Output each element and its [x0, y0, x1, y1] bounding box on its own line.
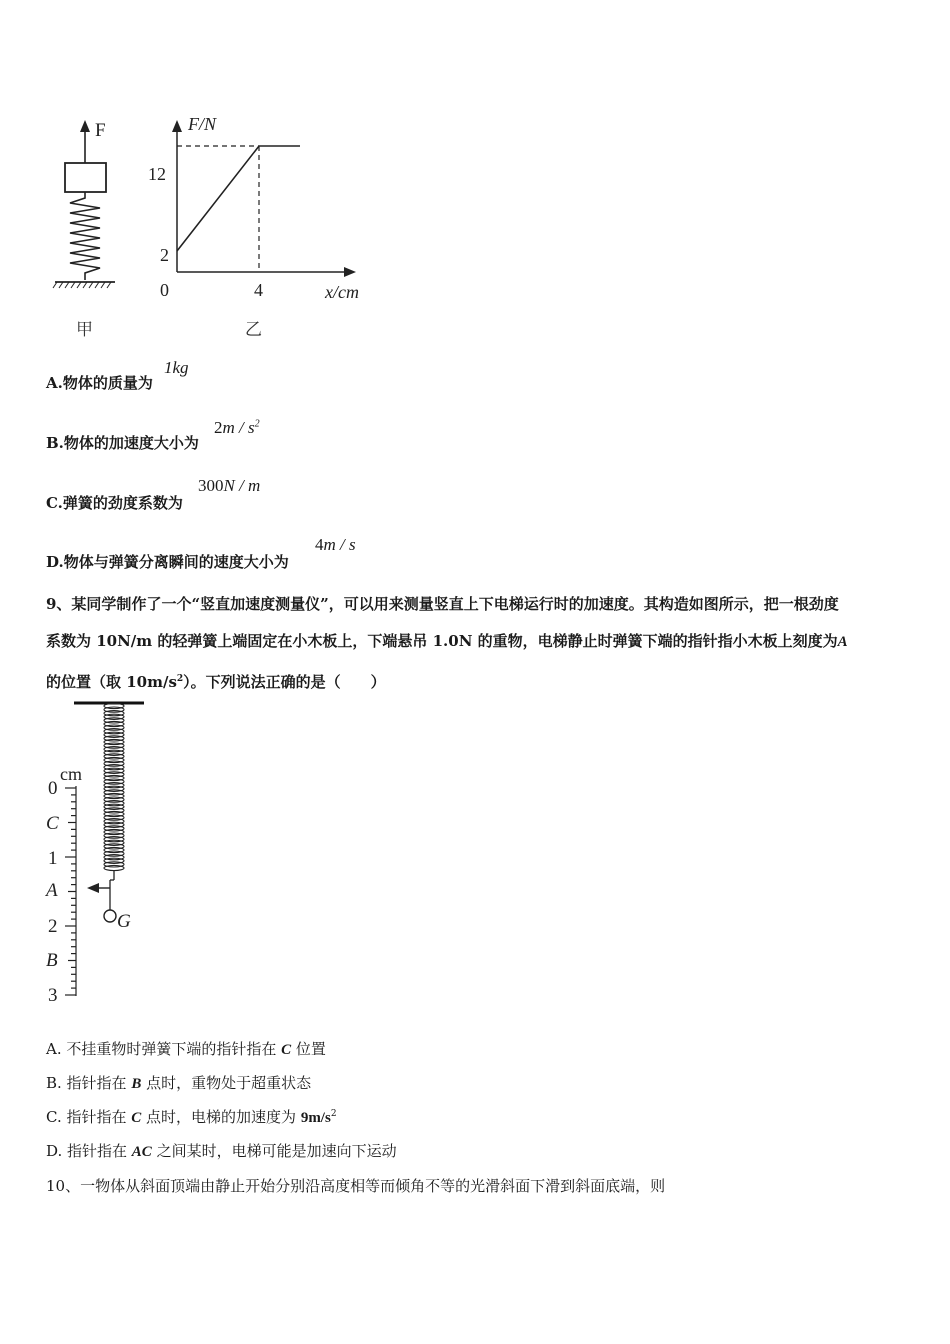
x-tick-4: 4	[254, 280, 263, 300]
ruler-letter-c: C	[46, 813, 59, 834]
q9-line-1: 9、某同学制作了一个“竖直加速度测量仪”，可以用来测量竖直上下电梯运行时的加速度。其构造如图所示，把一根劲度	[46, 595, 839, 613]
force-label: F	[95, 120, 106, 141]
ruler-tick-1: 1	[48, 848, 58, 869]
q9-option-b[interactable]: B. 指针指在 B 点时，重物处于超重状态	[46, 1074, 312, 1092]
spring-coil-loop	[104, 865, 124, 870]
q8-option-a-math: 1kg	[164, 358, 189, 377]
ruler-tick-2: 2	[48, 916, 58, 937]
y-tick-2: 2	[160, 245, 169, 265]
q9-line-3: 的位置（取 $10m/s^2$）。下列说法正确的是（ ）	[46, 673, 386, 691]
origin-label: 0	[160, 280, 169, 300]
ruler-tick-3: 3	[48, 985, 58, 1006]
q9-option-a[interactable]: A. 不挂重物时弹簧下端的指针指在 C 位置	[46, 1040, 326, 1058]
y-axis-label: F/N	[188, 114, 217, 134]
q8-option-c-label: C.弹簧的劲度系数为	[46, 494, 183, 512]
q8-option-b-math: $2m / s^2$	[214, 418, 260, 437]
ruler-letter-a: A	[46, 880, 58, 901]
q9-option-c[interactable]: C. 指针指在 C 点时，电梯的加速度为 $9m/s^2$	[46, 1108, 337, 1126]
ruler	[65, 786, 76, 996]
weight-label: G	[117, 911, 131, 932]
q8-option-d-label: D.物体与弹簧分离瞬间的速度大小为	[46, 553, 289, 571]
figure-spring-and-graph	[40, 108, 400, 348]
force-displacement-graph	[148, 114, 359, 302]
data-line	[177, 146, 300, 251]
ruler-letter-b: B	[46, 950, 58, 971]
ruler-tick-0: 0	[48, 778, 58, 799]
q8-option-b-label: B.物体的加速度大小为	[46, 434, 199, 452]
y-tick-12: 12	[148, 164, 166, 184]
q9-option-d[interactable]: D. 指针指在 AC 之间某时，电梯可能是加速向下运动	[46, 1142, 397, 1160]
q8-option-a[interactable]	[46, 372, 153, 393]
spring-coil	[104, 703, 124, 870]
caption-jia: 甲	[76, 320, 93, 340]
q9-line-2: 系数为 10N/m 的轻弹簧上端固定在小木板上，下端悬吊 1.0N 的重物，电梯静止时弹簧下端的指针指小木板上刻度为A	[46, 632, 848, 650]
q8-option-c[interactable]	[46, 492, 183, 513]
q8-option-b[interactable]	[46, 432, 199, 453]
x-axis-label: x/cm	[325, 282, 359, 302]
spring-apparatus	[53, 120, 115, 288]
q8-option-d-math: 4m / s	[315, 535, 356, 554]
figure-accelerometer	[40, 698, 160, 1008]
weight-ball	[104, 910, 116, 922]
q8-option-c-math: 300N / m	[198, 476, 261, 495]
q8-option-d[interactable]	[46, 551, 289, 572]
q10-stem: 10、一物体从斜面顶端由静止开始分别沿高度相等而倾角不等的光滑斜面下滑到斜面底端，则	[46, 1177, 666, 1195]
q8-option-a-label: A.物体的质量为	[46, 374, 153, 392]
caption-yi: 乙	[245, 320, 262, 340]
ruler-unit: cm	[60, 764, 82, 784]
q9-stem	[46, 586, 916, 701]
